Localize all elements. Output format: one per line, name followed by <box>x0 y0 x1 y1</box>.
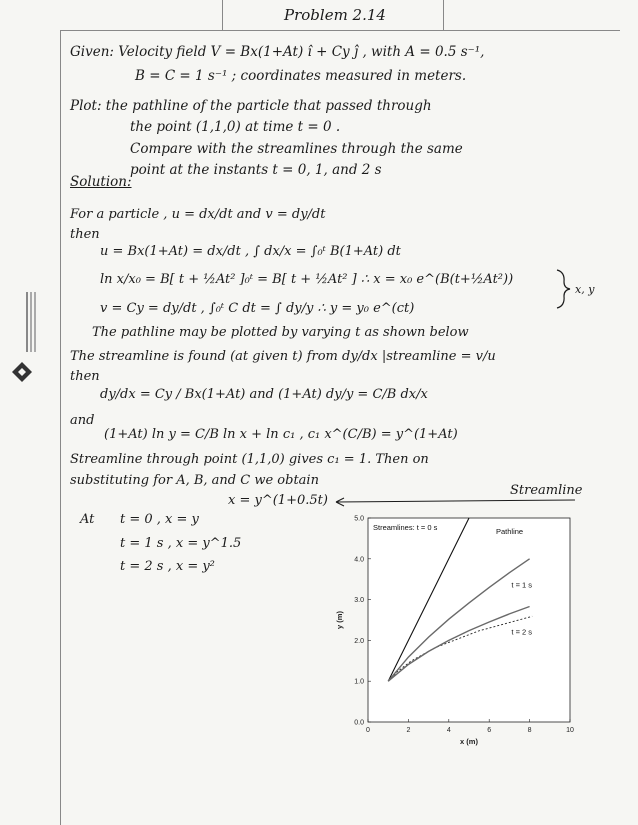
plot-line-1: Plot: the pathline of the particle that passed through <box>70 98 432 114</box>
title-box-left-border <box>222 0 223 30</box>
case-t0: t = 0 , x = y <box>120 512 199 527</box>
derivation-line-13: substituting for A, B, and C we obtain <box>70 473 319 488</box>
y-axis-label: y (m) <box>335 611 344 629</box>
annotation-pathline: Pathline <box>496 527 524 536</box>
result-bracket-label: x, y <box>575 283 595 296</box>
plot-line-4: point at the instants t = 0, 1, and 2 s <box>130 162 382 178</box>
derivation-line-9: dy/dx = Cy / Bx(1+At) and (1+At) dy/y = C/B dx/x <box>100 387 428 402</box>
case-t1: t = 1 s , x = y^1.5 <box>120 536 242 551</box>
plot-line-3: Compare with the streamlines through the same <box>130 141 463 157</box>
annotation-t1: t = 1 s <box>511 580 533 590</box>
derivation-line-4: ln x/x₀ = B[ t + ½At² ]₀ᵗ = B[ t + ½At² ] ∴ x = x₀ e^(B(t+½At²)) <box>100 272 514 287</box>
given-line-1: Given: Velocity field V = Bx(1+At) î + Cy ĵ , with A = 0.5 s⁻¹, <box>70 44 485 60</box>
x-tick-label: 6 <box>487 727 492 734</box>
derivation-line-2: then <box>70 227 100 242</box>
x-tick-label: 10 <box>566 727 574 734</box>
title-box-bottom-border <box>60 30 620 31</box>
derivation-line-8: then <box>70 369 100 384</box>
x-tick-label: 4 <box>446 727 451 734</box>
solution-heading: Solution: <box>70 174 132 190</box>
y-tick-label: 5.0 <box>354 515 364 523</box>
left-margin-line <box>60 30 61 825</box>
derivation-line-11: (1+At) ln y = C/B ln x + ln c₁ , c₁ x^(C/B) = y^(1+At) <box>104 427 458 442</box>
derivation-line-14: x = y^(1+0.5t) <box>228 493 328 508</box>
title-box-right-border <box>443 0 444 30</box>
derivation-line-6: The pathline may be plotted by varying t as shown below <box>92 325 469 340</box>
x-axis-label: x (m) <box>460 737 478 746</box>
y-tick-label: 4.0 <box>354 556 364 564</box>
derivation-line-5: v = Cy = dy/dt , ∫₀ᵗ C dt = ∫ dy/y ∴ y = y₀ e^(ct) <box>100 301 415 316</box>
streamline-note: Streamline <box>510 483 583 498</box>
y-tick-label: 1.0 <box>354 678 364 686</box>
case-t2: t = 2 s , x = y² <box>120 559 215 574</box>
y-tick-label: 3.0 <box>354 597 364 605</box>
x-tick-label: 0 <box>366 727 370 734</box>
given-line-2: B = C = 1 s⁻¹ ; coordinates measured in meters. <box>135 68 467 84</box>
brand-logo-icon <box>4 282 40 402</box>
streamline-pathline-chart <box>330 505 610 755</box>
y-tick-label: 2.0 <box>354 637 364 645</box>
derivation-line-7: The streamline is found (at given t) from dy/dx |streamline = v/u <box>70 349 496 364</box>
annotation-streamlines-t0: Streamlines: t = 0 s <box>373 523 438 532</box>
derivation-line-3: u = Bx(1+At) = dx/dt , ∫ dx/x = ∫₀ᵗ B(1+At) dt <box>100 244 401 259</box>
x-tick-label: 8 <box>527 727 532 734</box>
derivation-line-10: and <box>70 413 95 428</box>
result-bracket-icon <box>555 268 573 310</box>
plot-line-2: the point (1,1,0) at time t = 0 . <box>130 119 341 135</box>
derivation-line-1: For a particle , u = dx/dt and v = dy/dt <box>70 207 326 222</box>
annotation-t2: t = 2 s <box>511 627 533 637</box>
plot-frame <box>368 518 570 722</box>
x-tick-label: 2 <box>406 727 411 734</box>
y-tick-label: 0.0 <box>354 719 364 727</box>
derivation-line-12: Streamline through point (1,1,0) gives c₁ = 1. Then on <box>70 452 429 467</box>
at-label: At <box>80 512 95 527</box>
problem-title: Problem 2.14 <box>284 6 386 24</box>
